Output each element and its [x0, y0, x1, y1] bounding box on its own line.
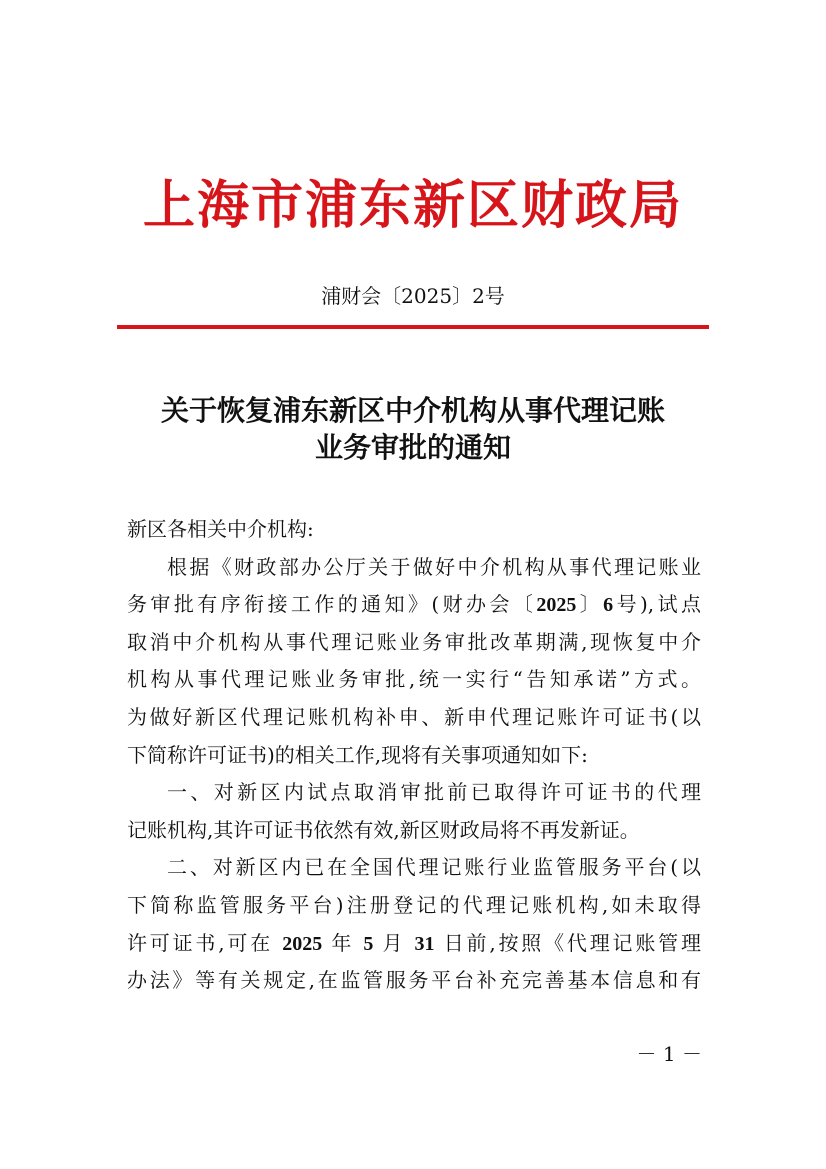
p1-l2-text-c: 号),试点 — [613, 592, 702, 617]
red-header-rule — [117, 325, 709, 329]
paragraph-3-line-3 — [127, 925, 701, 963]
paragraph-1-line-2 — [127, 586, 701, 624]
document-number: 浦财会〔2025〕2号 — [321, 284, 505, 308]
paragraph-1-line-6: 下简称许可证书)的相关工作,现将有关事项通知如下: — [127, 742, 588, 767]
p3-l3-text-d: 日前,按照《代理记账管理 — [443, 930, 701, 955]
p1-l2-text-b: 〕 — [576, 592, 604, 617]
paragraph-3-line-1: 二、对新区内已在全国代理记账行业监管服务平台(以 — [167, 855, 701, 880]
paragraph-2-line-1: 一、对新区内试点取消审批前已取得许可证书的代理 — [167, 780, 701, 805]
paragraph-1-line-3: 取消中介机构从事代理记账业务审批改革期满,现恢复中介 — [127, 629, 701, 654]
p1-l2-year: 2025 — [536, 594, 577, 617]
paragraph-3-line-4: 办法》等有关规定,在监管服务平台补充完善基本信息和有 — [127, 968, 701, 993]
p3-l3-month: 5 — [363, 932, 374, 955]
paragraph-1-line-4: 机构从事代理记账业务审批,统一实行“告知承诺”方式。 — [127, 667, 701, 692]
p3-l3-text-a: 许可证书,可在 — [127, 930, 274, 955]
notice-title-line-2: 业务审批的通知 — [314, 431, 511, 464]
paragraph-1-line-1: 根据《财政部办公厅关于做好中介机构从事代理记账业 — [167, 554, 701, 579]
p1-l2-number: 6 — [603, 594, 614, 617]
page-number: － 1 － — [636, 1042, 702, 1066]
salutation: 新区各相关中介机构: — [127, 517, 314, 541]
notice-title — [100, 392, 726, 466]
p3-l3-day: 31 — [414, 932, 435, 955]
document-body — [127, 511, 701, 1000]
paragraph-2-line-2: 记账机构,其许可证书依然有效,新区财政局将不再发新证。 — [127, 817, 640, 842]
p3-l3-text-c: 月 — [382, 930, 406, 955]
paragraph-3-line-2: 下简称监管服务平台)注册登记的代理记账机构,如未取得 — [127, 892, 701, 917]
p3-l3-text-b: 年 — [331, 930, 355, 955]
paragraph-1-line-5: 为做好新区代理记账机构补申、新申代理记账许可证书(以 — [127, 704, 701, 729]
notice-title-line-1: 关于恢复浦东新区中介机构从事代理记账 — [160, 394, 665, 427]
p1-l2-text-a: 务审批有序衔接工作的通知》(财办会〔 — [127, 592, 537, 617]
p3-l3-year: 2025 — [282, 932, 323, 955]
issuing-authority-title: 上海市浦东新区财政局 — [142, 175, 683, 236]
